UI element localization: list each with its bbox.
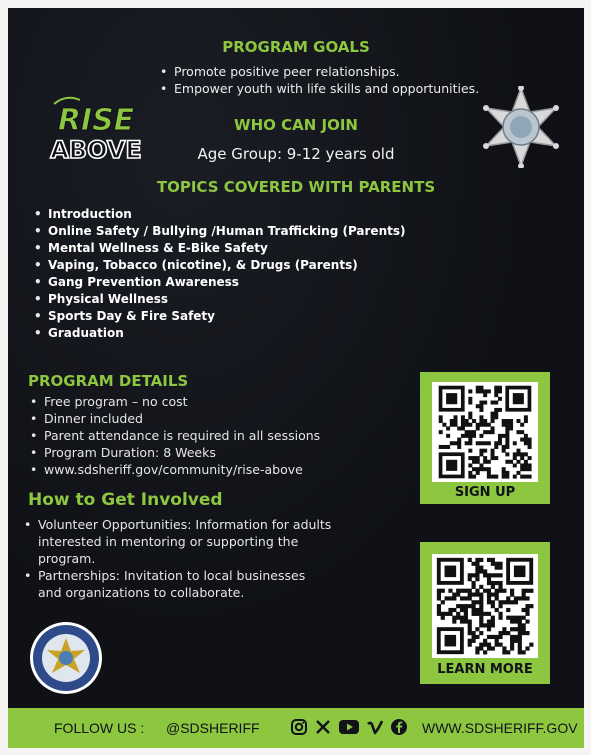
vimeo-icon[interactable] [366,718,384,736]
list-item: • Graduation [32,325,405,342]
qr-signup-panel[interactable] [420,372,550,504]
facebook-icon[interactable] [390,718,408,736]
qr-learn-more-panel[interactable] [420,542,550,684]
social-handle-link[interactable]: @SDSHERIFF [166,720,260,736]
instagram-icon[interactable] [290,718,308,736]
list-item: • Parent attendance is required in all sessions [28,427,320,444]
qr-code-icon [432,382,538,482]
list-item: • Program Duration: 8 Weeks [28,444,320,461]
signup-label: SIGN UP [454,485,516,500]
association-seal-icon [28,620,104,696]
list-item: • Empower youth with life skills and opportunities. [158,80,479,97]
list-item: • Mental Wellness & E-Bike Safety [32,240,405,257]
list-item: • Introduction [32,206,405,223]
list-item: • Online Safety / Bullying /Human Trafficking (Parents) [32,223,405,240]
youtube-icon[interactable] [338,718,360,736]
x-icon[interactable] [314,718,332,736]
program-goals-list [158,63,479,97]
list-item: • Gang Prevention Awareness [32,274,405,291]
list-item: • Sports Day & Fire Safety [32,308,405,325]
list-item: • Physical Wellness [32,291,405,308]
list-item: • Promote positive peer relationships. [158,63,479,80]
list-item: • www.sdsheriff.gov/community/rise-above [28,461,320,478]
age-group-text: Age Group: 9-12 years old [197,145,395,163]
program-details-heading: PROGRAM DETAILS [28,372,189,390]
flyer-sheet [8,8,584,708]
list-item: • Partnerships: Invitation to local businesses and organizations to collaborate. [22,567,332,601]
program-details-list [28,393,320,478]
logo-word-above: ABOVE [50,136,142,164]
list-item: • Volunteer Opportunities: Information for adults interested in mentoring or supporting the program. [22,516,332,567]
get-involved-heading: How to Get Involved [28,490,223,510]
website-link[interactable]: WWW.SDSHERIFF.GOV [422,720,578,736]
social-icons [290,718,408,736]
topics-list [32,206,405,342]
qr-code-icon [432,554,538,658]
program-goals-heading: PROGRAM GOALS [222,38,370,56]
who-can-join-heading: WHO CAN JOIN [234,116,358,134]
list-item: • Vaping, Tobacco (nicotine), & Drugs (Parents) [32,257,405,274]
list-item: • Free program – no cost [28,393,320,410]
follow-us-label: FOLLOW US : [54,720,145,736]
get-involved-list [22,516,332,601]
list-item: • Dinner included [28,410,320,427]
topics-heading: TOPICS COVERED WITH PARENTS [156,178,436,196]
logo-word-rise: RISE [57,103,135,138]
association-seal [28,620,104,696]
footer-bar [8,708,584,748]
learn-more-label: LEARN MORE [437,662,533,677]
